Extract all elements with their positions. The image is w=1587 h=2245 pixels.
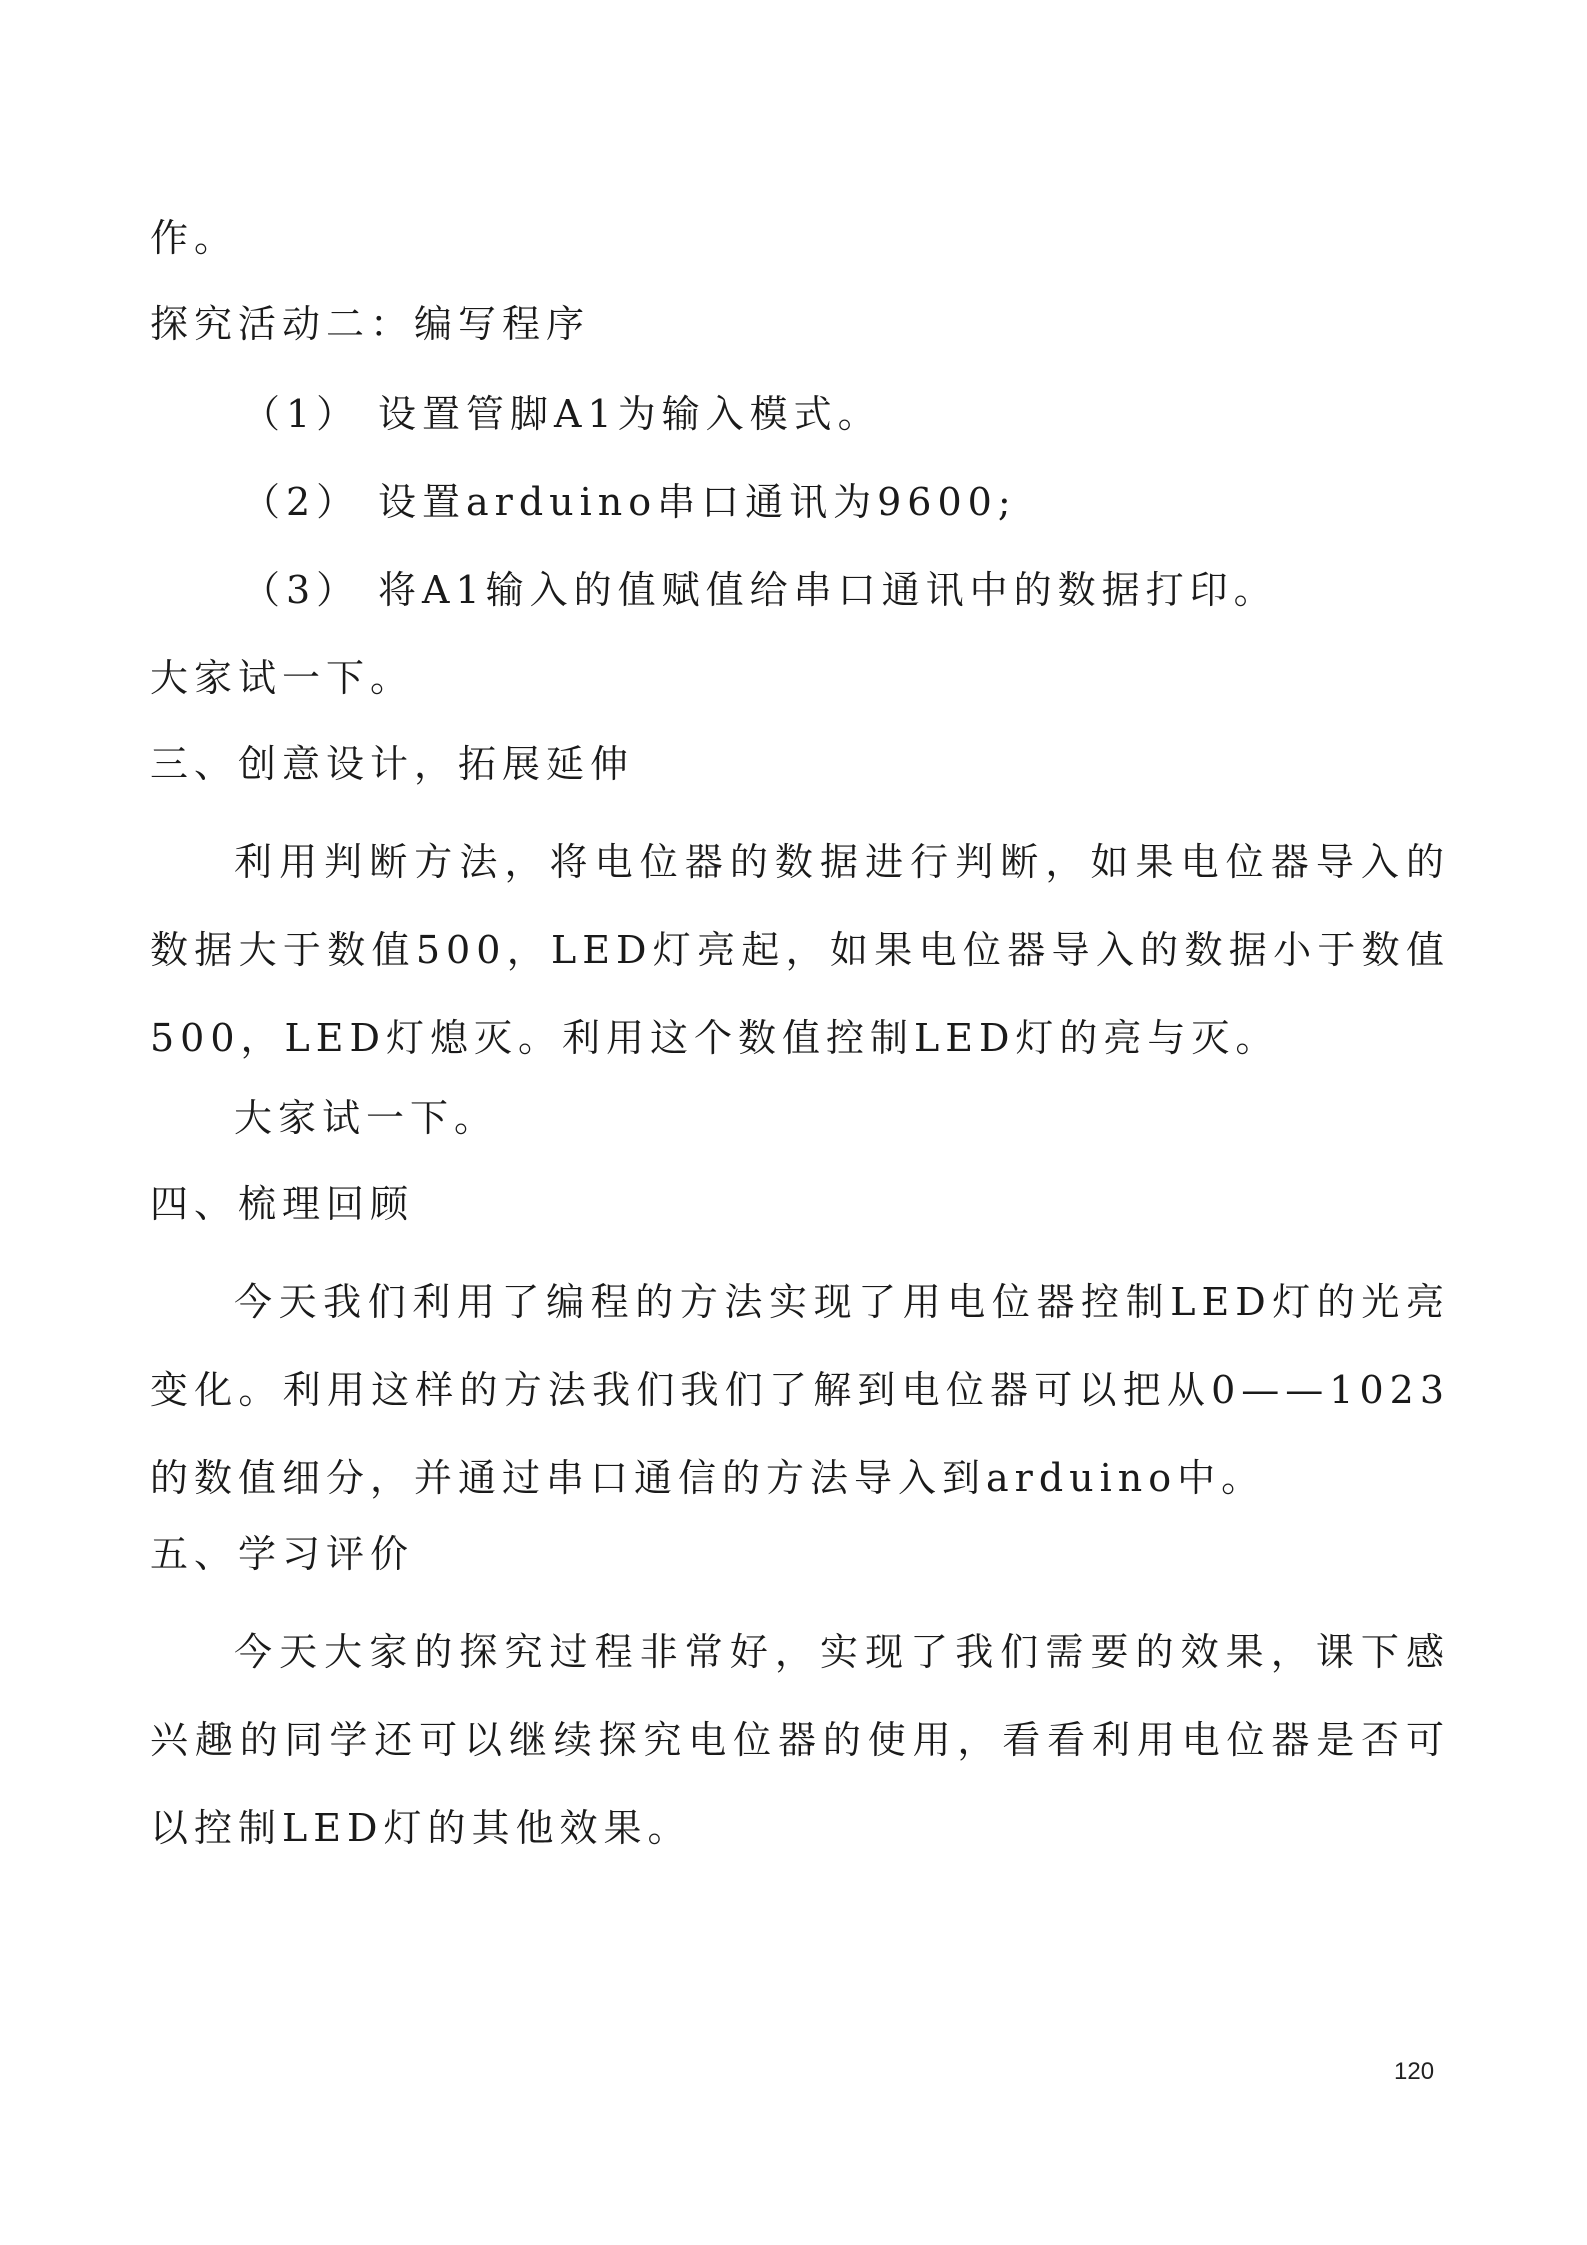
section4-paragraph: 今天我们利用了编程的方法实现了用电位器控制LED灯的光亮变化。利用这样的方法我们我们了解到电位器可以把从0——1023的数值细分，并通过串口通信的方法导入到arduino中。 — [150, 1280, 1450, 1500]
step-1-text: 设置管脚A1为输入模式。 — [378, 392, 882, 436]
activity2-after-text: 大家试一下。 — [150, 656, 415, 700]
page-number: 120 — [1394, 2058, 1435, 2085]
section3-heading: 三、创意设计，拓展延伸 — [150, 742, 635, 786]
section5-paragraph: 今天大家的探究过程非常好，实现了我们需要的效果，课下感兴趣的同学还可以继续探究电位器的使用，看看利用电位器是否可以控制LED灯的其他效果。 — [150, 1630, 1450, 1850]
section3-paragraph: 利用判断方法，将电位器的数据进行判断，如果电位器导入的数据大于数值500，LED灯亮起，如果电位器导入的数据小于数值500，LED灯熄灭。利用这个数值控制LED灯的亮与灭。 — [150, 840, 1450, 1060]
continued-text: 作。 — [150, 216, 239, 260]
step-3-number: （3） — [242, 568, 361, 612]
section3-after-text: 大家试一下。 — [234, 1096, 499, 1140]
step-1-number: （1） — [242, 392, 361, 436]
section5-heading: 五、学习评价 — [150, 1532, 415, 1576]
activity2-heading: 探究活动二：编写程序 — [150, 302, 591, 346]
step-2-number: （2） — [242, 480, 361, 524]
section4-heading: 四、梳理回顾 — [150, 1182, 415, 1226]
step-3-text: 将A1输入的值赋值给串口通讯中的数据打印。 — [378, 568, 1278, 612]
step-2-text: 设置arduino串口通讯为9600; — [378, 480, 1017, 524]
